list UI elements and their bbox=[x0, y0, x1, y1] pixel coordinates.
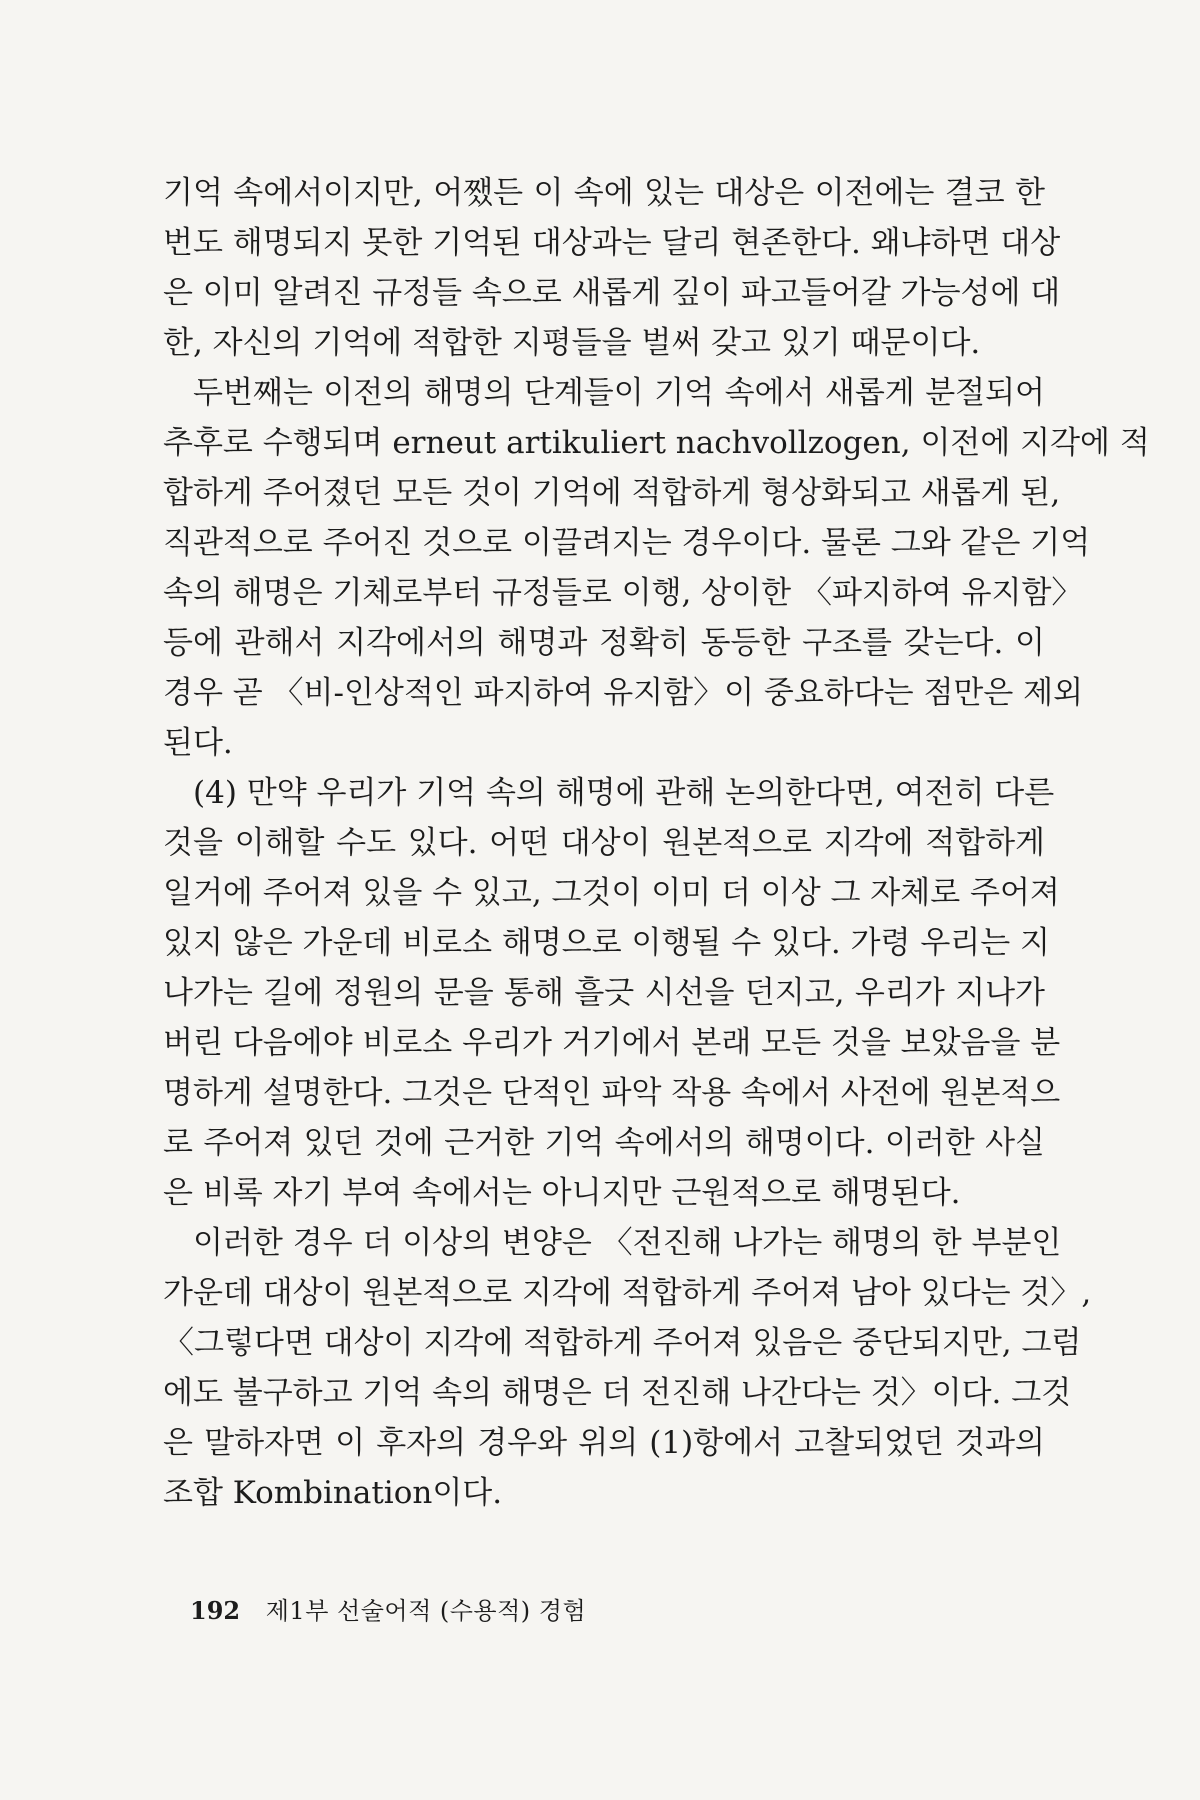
text-line: 버린 다음에야 비로소 우리가 거기에서 본래 모든 것을 보았음을 분 bbox=[163, 1025, 1061, 1061]
text-line: (4) 만약 우리가 기억 속의 해명에 관해 논의한다면, 여전히 다른 bbox=[193, 775, 1055, 811]
text-line: 한, 자신의 기억에 적합한 지평들을 벌써 갖고 있기 때문이다. bbox=[163, 325, 981, 361]
paragraph bbox=[163, 1218, 1092, 1518]
page-footer bbox=[190, 1596, 586, 1626]
paragraph bbox=[163, 368, 1150, 768]
text-line: 로 주어져 있던 것에 근거한 기억 속에서의 해명이다. 이러한 사실 bbox=[163, 1125, 1045, 1161]
text-line: 은 이미 알려진 규정들 속으로 새롭게 깊이 파고들어갈 가능성에 대 bbox=[163, 275, 1061, 311]
text-line: 합하게 주어졌던 모든 것이 기억에 적합하게 형상화되고 새롭게 된, bbox=[163, 475, 1061, 511]
text-line: 경우 곧 〈비-인상적인 파지하여 유지함〉이 중요하다는 점만은 제외 bbox=[163, 675, 1084, 711]
text-line: 추후로 수행되며 erneut artikuliert nachvollzogen, 이전에 지각에 적 bbox=[163, 425, 1150, 461]
paragraph bbox=[163, 768, 1061, 1218]
text-line: 있지 않은 가운데 비로소 해명으로 이행될 수 있다. 가령 우리는 지 bbox=[163, 925, 1050, 961]
text-line: 직관적으로 주어진 것으로 이끌려지는 경우이다. 물론 그와 같은 기억 bbox=[163, 525, 1091, 561]
page-number: 192 bbox=[190, 1596, 241, 1625]
text-line: 은 말하자면 이 후자의 경우와 위의 (1)항에서 고찰되었던 것과의 bbox=[163, 1425, 1045, 1461]
text-line: 이러한 경우 더 이상의 변양은 〈전진해 나가는 해명의 한 부분인 bbox=[193, 1225, 1062, 1261]
text-line: 번도 해명되지 못한 기억된 대상과는 달리 현존한다. 왜냐하면 대상 bbox=[163, 225, 1061, 261]
text-line: 된다. bbox=[163, 725, 233, 761]
text-line: 명하게 설명한다. 그것은 단적인 파악 작용 속에서 사전에 원본적으 bbox=[163, 1075, 1061, 1111]
text-line: 속의 해명은 기체로부터 규정들로 이행, 상이한 〈파지하여 유지함〉 bbox=[163, 575, 1083, 611]
running-head: 제1부 선술어적 (수용적) 경험 bbox=[265, 1597, 587, 1625]
text-line: 에도 불구하고 기억 속의 해명은 더 전진해 나간다는 것〉이다. 그것 bbox=[163, 1375, 1072, 1411]
text-line: 가운데 대상이 원본적으로 지각에 적합하게 주어져 남아 있다는 것〉, bbox=[163, 1275, 1092, 1311]
body-text bbox=[163, 168, 1150, 1518]
text-line: 두번째는 이전의 해명의 단계들이 기억 속에서 새롭게 분절되어 bbox=[193, 375, 1045, 411]
text-line: 〈그렇다면 대상이 지각에 적합하게 주어져 있음은 중단되지만, 그럼 bbox=[163, 1325, 1082, 1361]
paragraph bbox=[163, 168, 1061, 368]
text-line: 기억 속에서이지만, 어쨌든 이 속에 있는 대상은 이전에는 결코 한 bbox=[163, 175, 1045, 211]
text-line: 등에 관해서 지각에서의 해명과 정확히 동등한 구조를 갖는다. 이 bbox=[163, 625, 1045, 661]
text-line: 것을 이해할 수도 있다. 어떤 대상이 원본적으로 지각에 적합하게 bbox=[163, 825, 1045, 861]
text-line: 나가는 길에 정원의 문을 통해 흘긋 시선을 던지고, 우리가 지나가 bbox=[163, 975, 1045, 1011]
text-line: 은 비록 자기 부여 속에서는 아니지만 근원적으로 해명된다. bbox=[163, 1175, 961, 1211]
text-line: 조합 Kombination이다. bbox=[163, 1475, 503, 1511]
text-line: 일거에 주어져 있을 수 있고, 그것이 이미 더 이상 그 자체로 주어져 bbox=[163, 875, 1060, 911]
